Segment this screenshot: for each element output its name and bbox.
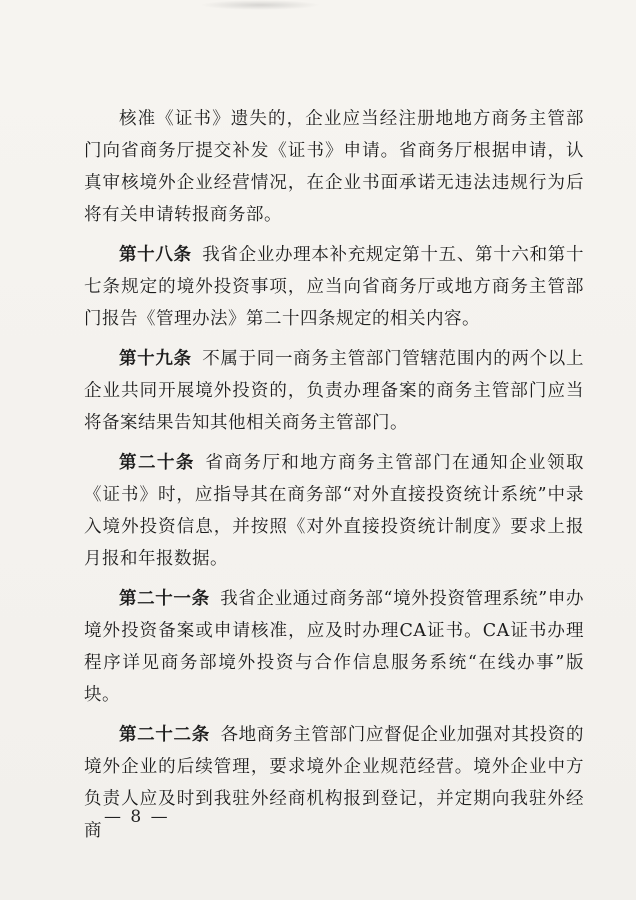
article-20 [84,447,584,575]
article-text: 省商务厅和地方商务主管部门在通知企业领取《证书》时，应指导其在商务部“对外直接投资统计系统”中录入境外投资信息，并按照《对外直接投资统计制度》要求上报月报和年报数据。 [84,453,585,569]
article-heading: 第二十一条 [119,589,210,609]
article-19 [84,343,584,439]
scan-artifact [200,0,320,10]
article-heading: 第十九条 [119,349,192,369]
paragraph-text: 核准《证书》遗失的，企业应当经注册地地方商务主管部门向省商务厅提交补发《证书》申请。省商务厅根据申请，认真审核境外企业经营情况，在企业书面承诺无违法违规行为后将有关申请转报商务部。 [84,109,584,225]
article-heading: 第二十条 [119,453,195,473]
document-body [84,103,584,855]
article-18 [84,239,584,335]
article-22 [84,719,584,847]
article-text: 我省企业通过商务部“境外投资管理系统”申办境外投资备案或申请核准，应及时办理CA证书。CA证书办理程序详见商务部境外投资与合作信息服务系统“在线办事”版块。 [84,589,584,705]
paragraph-1 [84,103,584,231]
article-text: 我省企业办理本补充规定第十五、第十六和第十七条规定的境外投资事项，应当向省商务厅或地方商务主管部门报告《管理办法》第二十四条规定的相关内容。 [84,245,584,329]
page-number: — 8 — [104,807,170,827]
article-heading: 第二十二条 [119,725,210,745]
article-text: 不属于同一商务主管部门管辖范围内的两个以上企业共同开展境外投资的，负责办理备案的商务主管部门应当将备案结果告知其他相关商务主管部门。 [84,349,584,433]
article-text: 各地商务主管部门应督促企业加强对其投资的境外企业的后续管理，要求境外企业规范经营。境外企业中方负责人应及时到我驻外经商机构报到登记，并定期向我驻外经商 [84,725,584,841]
article-heading: 第十八条 [119,245,192,265]
article-21 [84,583,584,711]
